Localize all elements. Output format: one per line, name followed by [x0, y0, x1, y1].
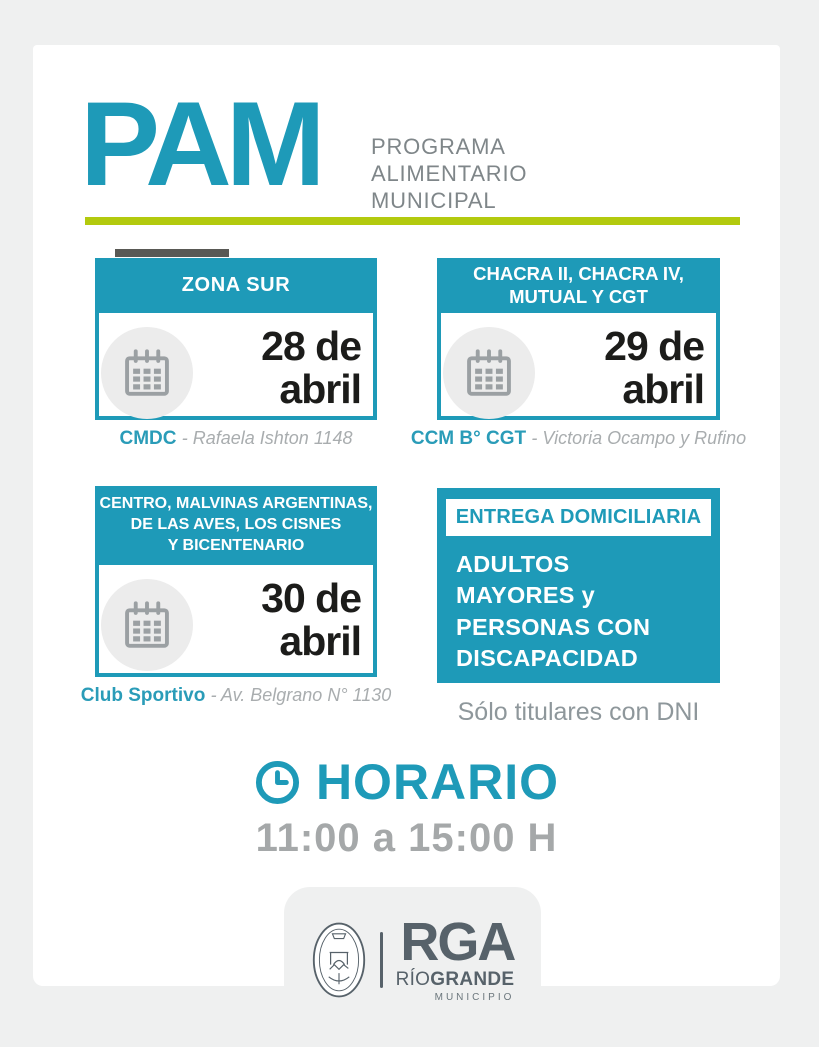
- clock-icon: [254, 759, 301, 806]
- pam-logo: PAM: [80, 77, 320, 211]
- home-delivery-card: [437, 488, 720, 683]
- subtitle-line: MUNICIPAL: [371, 188, 497, 214]
- home-delivery-audience: [437, 536, 720, 674]
- rga-logo: [395, 911, 515, 1004]
- calendar-icon: [463, 347, 515, 399]
- subtitle-line: PROGRAMA: [371, 134, 506, 159]
- schedule-section: [33, 753, 780, 861]
- date-line: abril: [279, 366, 361, 413]
- zone-card-chacras: [410, 258, 747, 450]
- calendar-icon: [121, 347, 173, 399]
- venue-name: Club Sportivo: [80, 685, 206, 706]
- schedule-time: 11:00 a 15:00 H: [255, 816, 558, 860]
- schedule-row: [254, 753, 559, 811]
- zone-title-line: ZONA SUR: [181, 274, 291, 296]
- zone-title: [437, 258, 720, 313]
- audience-line: DISCAPACIDAD: [456, 644, 639, 671]
- date-line: abril: [279, 618, 361, 665]
- zone-venue-line: [65, 428, 407, 450]
- logo-divider: [380, 932, 383, 988]
- subtitle-line: ALIMENTARIO: [371, 161, 528, 187]
- program-subtitle: [371, 133, 527, 214]
- zone-body: [95, 313, 377, 420]
- zone-title-line: DE LAS AVES, LOS CISNES: [130, 516, 342, 534]
- venue-address: - Victoria Ocampo y Rufino: [531, 428, 747, 448]
- date-line: 28 de: [261, 323, 361, 369]
- flyer-card: [33, 45, 780, 1004]
- calendar-badge: [101, 327, 193, 419]
- audience-line: ADULTOS: [456, 551, 570, 577]
- audience-line: MAYORES y: [456, 582, 595, 609]
- venue-name: CCM B° CGT: [410, 428, 527, 449]
- municipal-crest-icon: [311, 920, 367, 1000]
- zone-title: [95, 486, 377, 565]
- rga-acronym: RGA: [400, 911, 515, 972]
- city-bold: GRANDE: [430, 969, 515, 991]
- schedule-title: HORARIO: [315, 754, 560, 810]
- zone-card-centro: [80, 486, 392, 707]
- date-line: 29 de: [604, 323, 704, 369]
- dni-note: Sólo titulares con DNI: [457, 698, 700, 726]
- zone-title: [95, 258, 377, 313]
- date-line: abril: [622, 366, 704, 413]
- accent-divider: [85, 217, 740, 225]
- zone-venue-line: [407, 428, 750, 450]
- venue-address: - Rafaela Ishton 1148: [181, 428, 353, 448]
- decorative-strip: [115, 249, 229, 257]
- zone-body: [95, 565, 377, 677]
- calendar-badge: [443, 327, 535, 419]
- calendar-icon: [121, 599, 173, 651]
- zone-title-line: MUTUAL Y CGT: [509, 285, 648, 307]
- municipio-label: MUNICIPIO: [434, 992, 515, 1004]
- venue-address: - Av. Belgrano N° 1130: [210, 685, 392, 705]
- zone-title-line: CENTRO, MALVINAS ARGENTINAS,: [99, 495, 373, 513]
- zone-card-zona-sur: [95, 258, 377, 450]
- home-delivery-label: ENTREGA DOMICILIARIA: [446, 499, 711, 536]
- city-name: [396, 969, 515, 991]
- zone-title-line: CHACRA II, CHACRA IV,: [473, 262, 684, 284]
- zone-body: [437, 313, 720, 420]
- venue-name: CMDC: [119, 428, 177, 449]
- date-line: 30 de: [261, 575, 361, 621]
- calendar-badge: [101, 579, 193, 671]
- municipal-logo-badge: [284, 887, 541, 1047]
- zone-venue-line: [65, 685, 407, 707]
- zone-title-line: Y BICENTENARIO: [167, 536, 305, 554]
- audience-line: PERSONAS CON: [456, 613, 651, 640]
- city-light: RÍO: [395, 969, 431, 991]
